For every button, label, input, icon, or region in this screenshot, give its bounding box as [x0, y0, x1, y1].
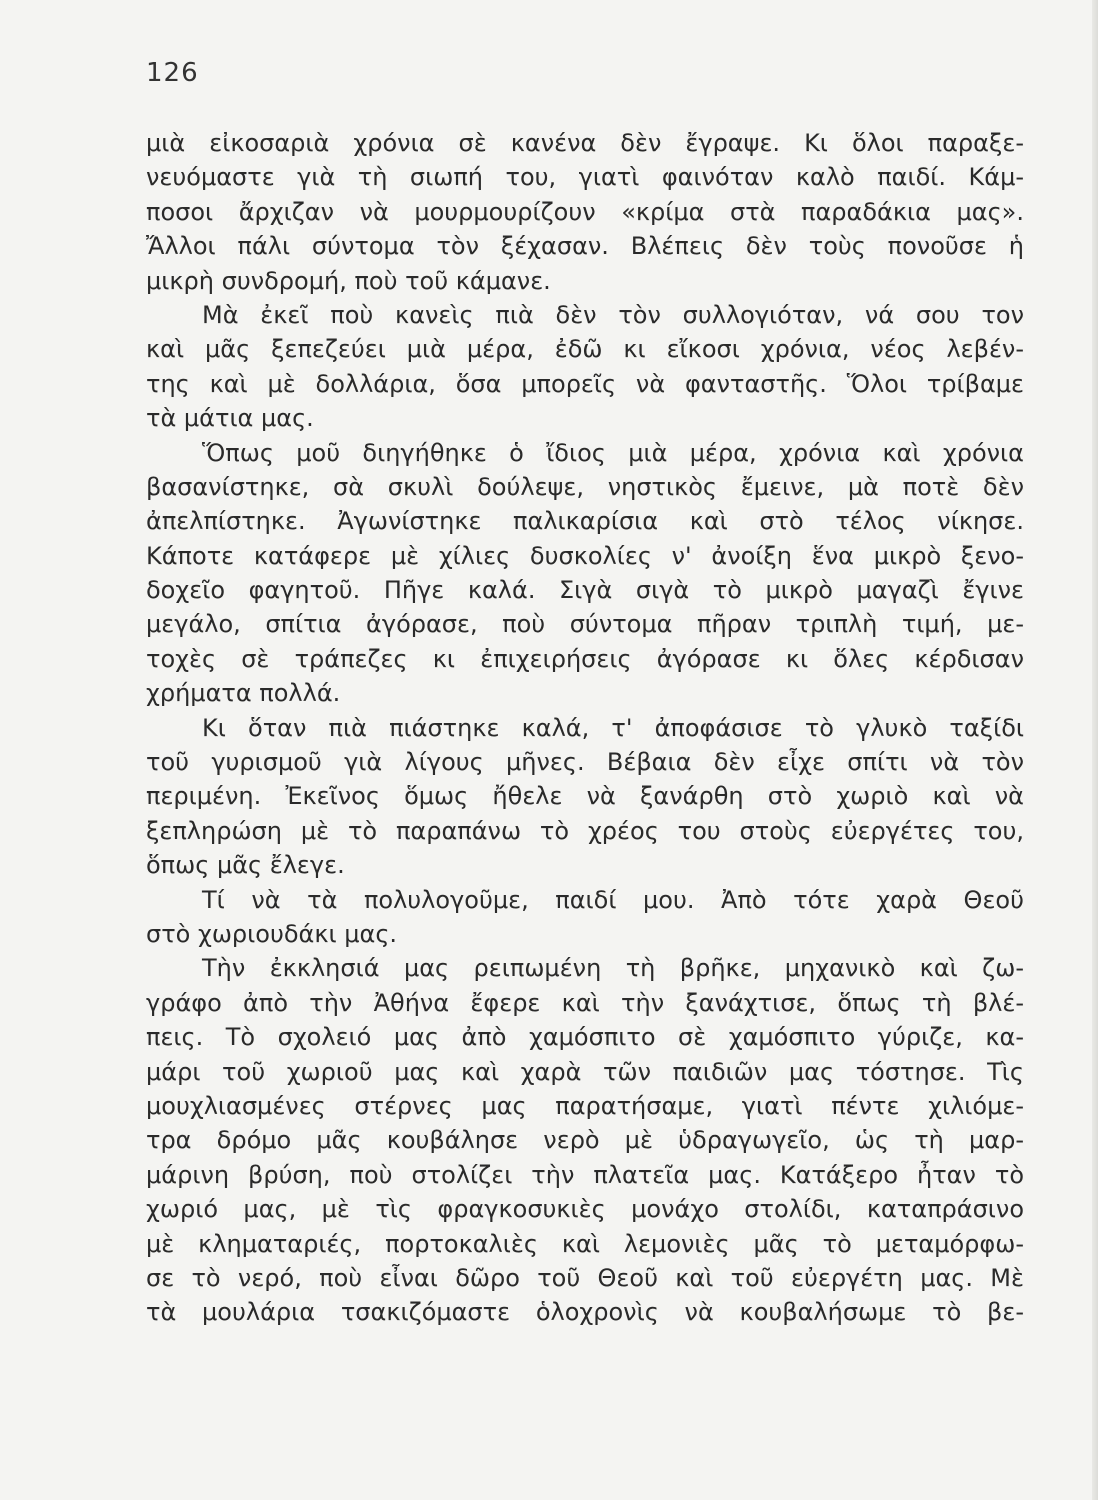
text-line: Κι ὅταν πιὰ πιάστηκε καλά, τ' ἀποφάσισε τὸ γλυκὸ ταξίδι: [202, 713, 1024, 742]
text-line: ὅπως μᾶς ἔλεγε.: [146, 851, 345, 880]
text-line: νευόμαστε γιὰ τὴ σιωπή του, γιατὶ φαινόταν καλὸ παιδί. Κάμ-: [146, 163, 1024, 192]
text-line: Ἄλλοι πάλι σύντομα τὸν ξέχασαν. Βλέπεις δὲν τοὺς πονοῦσε ἡ: [146, 232, 1024, 261]
text-line: χωριό μας, μὲ τὶς φραγκοσυκιὲς μονάχο στολίδι, καταπράσινο: [146, 1195, 1024, 1224]
text-line: της καὶ μὲ δολλάρια, ὅσα μπορεῖς νὰ φανταστῆς. Ὅλοι τρίβαμε: [146, 369, 1024, 398]
page-edge-shadow: [1092, 0, 1098, 1500]
text-line: Μὰ ἐκεῖ ποὺ κανεὶς πιὰ δὲν τὸν συλλογιόταν, νά σου τον: [202, 300, 1024, 329]
text-line: ξεπληρώση μὲ τὸ παραπάνω τὸ χρέος του στοὺς εὐεργέτες του,: [146, 816, 1024, 845]
text-line: μικρὴ συνδρομή, ποὺ τοῦ κάμανε.: [146, 266, 551, 295]
text-line: μὲ κληματαριές, πορτοκαλιὲς καὶ λεμονιὲς μᾶς τὸ μεταμόρφω-: [146, 1229, 1024, 1258]
text-line: στὸ χωριουδάκι μας.: [146, 919, 398, 948]
text-line: χρήματα πολλά.: [146, 679, 341, 708]
text-line: δοχεῖο φαγητοῦ. Πῆγε καλά. Σιγὰ σιγὰ τὸ μικρὸ μαγαζὶ ἔγινε: [146, 576, 1024, 605]
body-text: [146, 126, 1024, 1330]
text-line: τὰ μάτια μας.: [146, 404, 314, 433]
text-line: ἀπελπίστηκε. Ἀγωνίστηκε παλικαρίσια καὶ στὸ τέλος νίκησε.: [146, 507, 1024, 536]
text-line: σε τὸ νερό, ποὺ εἶναι δῶρο τοῦ Θεοῦ καὶ τοῦ εὐεργέτη μας. Μὲ: [146, 1263, 1024, 1292]
text-line: βασανίστηκε, σὰ σκυλὶ δούλεψε, νηστικὸς ἔμεινε, μὰ ποτὲ δὲν: [146, 472, 1024, 501]
text-line: μάρινη βρύση, ποὺ στολίζει τὴν πλατεῖα μας. Κατάξερο ἦταν τὸ: [146, 1160, 1024, 1189]
page-number: 126: [146, 58, 199, 88]
text-line: μάρι τοῦ χωριοῦ μας καὶ χαρὰ τῶν παιδιῶν μας τόστησε. Τὶς: [146, 1057, 1024, 1086]
text-line: Κάποτε κατάφερε μὲ χίλιες δυσκολίες ν' ἀνοίξη ἕνα μικρὸ ξενο-: [146, 541, 1024, 570]
text-line: καὶ μᾶς ξεπεζεύει μιὰ μέρα, ἐδῶ κι εἴκοσι χρόνια, νέος λεβέν-: [146, 335, 1024, 364]
text-line: μεγάλο, σπίτια ἀγόρασε, ποὺ σύντομα πῆραν τριπλὴ τιμή, με-: [146, 610, 1024, 639]
text-line: μιὰ εἰκοσαριὰ χρόνια σὲ κανένα δὲν ἔγραψε. Κι ὅλοι παραξε-: [146, 129, 1024, 157]
text-line: μουχλιασμένες στέρνες μας παρατήσαμε, γιατὶ πέντε χιλιόμε-: [146, 1091, 1024, 1120]
text-line: τρα δρόμο μᾶς κουβάλησε νερὸ μὲ ὑδραγωγεῖο, ὡς τὴ μαρ-: [146, 1126, 1024, 1155]
text-line: τὰ μουλάρια τσακιζόμαστε ὁλοχρονὶς νὰ κουβαλήσωμε τὸ βε-: [146, 1298, 1024, 1327]
text-line: τοχὲς σὲ τράπεζες κι ἐπιχειρήσεις ἀγόρασε κι ὅλες κέρδισαν: [146, 644, 1024, 673]
text-line: Τί νὰ τὰ πολυλογοῦμε, παιδί μου. Ἀπὸ τότε χαρὰ Θεοῦ: [202, 885, 1024, 914]
text-line: τοῦ γυρισμοῦ γιὰ λίγους μῆνες. Βέβαια δὲν εἶχε σπίτι νὰ τὸν: [146, 748, 1024, 777]
text-line: Ὅπως μοῦ διηγήθηκε ὁ ἴδιος μιὰ μέρα, χρόνια καὶ χρόνια: [202, 438, 1024, 467]
text-line: ποσοι ἄρχιζαν νὰ μουρμουρίζουν «κρίμα στὰ παραδάκια μας».: [146, 197, 1024, 226]
text-line: Τὴν ἐκκλησιά μας ρειπωμένη τὴ βρῆκε, μηχανικὸ καὶ ζω-: [202, 954, 1024, 983]
text-line: περιμένη. Ἐκεῖνος ὅμως ἤθελε νὰ ξανάρθη στὸ χωριὸ καὶ νὰ: [146, 782, 1024, 811]
text-line: πεις. Τὸ σχολειό μας ἀπὸ χαμόσπιτο σὲ χαμόσπιτο γύριζε, κα-: [146, 1023, 1024, 1052]
text-line: γράφο ἀπὸ τὴν Ἀθήνα ἔφερε καὶ τὴν ξανάχτισε, ὅπως τὴ βλέ-: [146, 988, 1024, 1017]
